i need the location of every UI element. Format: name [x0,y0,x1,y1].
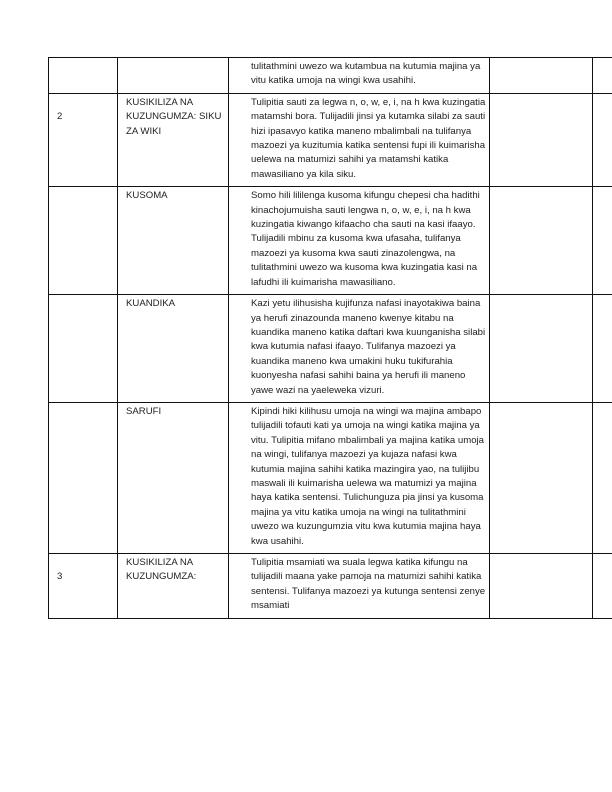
topic-cell [118,58,229,94]
content-text: Tulipitia sauti za legwa n, o, w, e, i, na h kwa kuzingatia matamshi bora. Tulijadili jinsi ya kutamka silabi za sauti hizi ipasavyo katika maneno mbalimbali na tulifanya mazoezi ya kuzitumia katika sentensi fupi ili kuimarisha uelewa na matumizi sahihi ya matamshi katika mawasiliano ya kila siku. [251,96,486,180]
empty-cell [490,93,593,186]
topic-label: KUSOMA [126,190,168,202]
topic-cell [118,554,229,619]
lesson-table [48,57,612,619]
empty-cell [593,402,612,553]
empty-cell [593,93,612,186]
week-cell [49,295,118,403]
empty-cell [490,187,593,295]
empty-cell [593,295,612,403]
week-cell [49,187,118,295]
empty-cell [490,402,593,553]
content-text: Kazi yetu ilihusisha kujifunza nafasi inayotakiwa baina ya herufi zinazounda maneno kwenye kitabu na kuandika maneno katika daftari kwa kuunganisha silabi kwa kutumia nafasi ifaayo. Tulifanya mazoezi ya kuandika maneno kwa umakini huku tukifurahia kuonyesha nafasi sahihi baina ya herufi ili maneno yawe wazi na yaeleweka vizuri. [251,298,486,396]
week-number: 2 [57,110,63,122]
week-cell [49,93,118,186]
table-row [49,402,612,553]
table-row [49,295,612,403]
content-text: Tulipitia msamiati wa suala legwa katika kifungu na tulijadili maana yake pamoja na matumizi sahihi katika sentensi. Tulifanya mazoezi ya kutunga sentensi zenye msamiati [251,557,486,612]
content-cell [229,295,490,403]
topic-cell [118,402,229,553]
topic-cell [118,295,229,403]
topic-label: KUSIKILIZA NA KUZUNGUMZA: SIKU ZA WIKI [126,96,222,137]
content-text: Somo hili lililenga kusoma kifungu chepesi cha hadithi kinachojumuisha sauti lengwa n, o, w, e, i, na h kwa kuzingatia kiwango kifaacho cha sauti na kasi ifaayo. Tulijadili mbinu za kusoma kwa ufasaha, tulifanya mazoezi ya kusoma kwa sauti zinazolengwa, na tulitathmini uwezo wa kusoma kwa kuzingatia kasi na lafudhi ili kuimarisha mawasiliano. [251,190,480,288]
topic-label: KUSIKILIZA NA KUZUNGUMZA: [126,557,197,583]
week-number: 3 [57,571,63,582]
content-text: tulitathmini uwezo wa kutambua na kutumia majina ya vitu katika umoja na wingi kwa usahihi. [251,61,481,87]
empty-cell [593,58,612,94]
empty-cell [593,554,612,619]
topic-cell [118,93,229,186]
empty-cell [490,58,593,94]
week-cell [49,554,118,619]
content-cell [229,187,490,295]
empty-cell [593,187,612,295]
empty-cell [490,295,593,403]
content-cell [229,402,490,553]
content-cell [229,93,490,186]
content-text: Kipindi hiki kilihusu umoja na wingi wa majina ambapo tulijadili tofauti kati ya umoja na wingi katika majina ya vitu. Tulipitia mifano mbalimbali ya majina katika umoja na wingi, tulifanya mazoezi ya kujaza nafasi kwa kutumia majina sahihi katika mazingira yao, na tulijibu maswali ili kuimarisha uelewa wa matumizi ya majina haya katika sentensi. Tulichunguza pia jinsi ya kusoma majina ya vitu katika umoja na wingi na tulitathmini uwezo wa kuzungumzia vitu kwa kutumia majina haya kwa usahihi. [251,405,485,547]
table-row [49,187,612,295]
content-cell [229,554,490,619]
week-cell [49,58,118,94]
table-row [49,554,612,619]
content-cell [229,58,490,94]
empty-cell [490,554,593,619]
topic-cell [118,187,229,295]
table-row [49,58,612,94]
table-row [49,93,612,186]
topic-label: KUANDIKA [126,298,176,310]
week-cell [49,402,118,553]
topic-label: SARUFI [126,405,162,417]
